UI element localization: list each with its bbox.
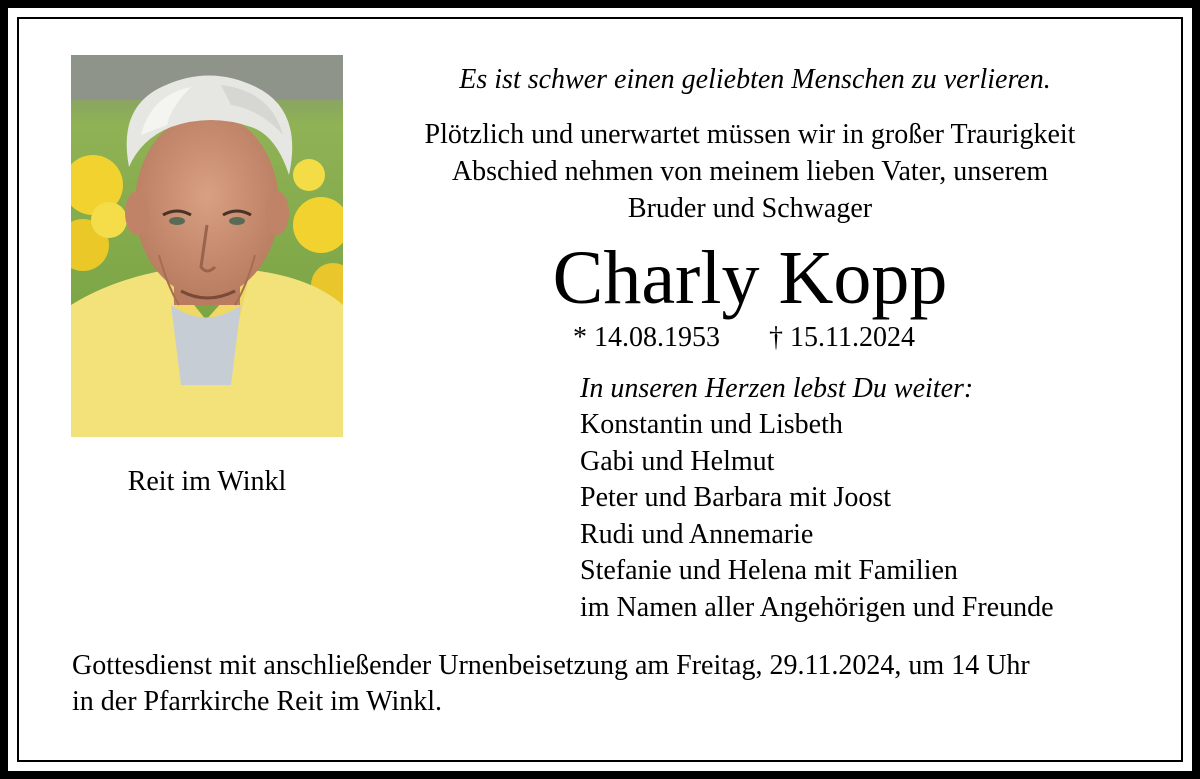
motto-line: Es ist schwer einen geliebten Menschen zu verlieren. (459, 64, 1051, 95)
mourner-line: Peter und Barbara mit Joost (580, 482, 892, 513)
death-date: † 15.11.2024 (769, 322, 915, 353)
mourner-line: Rudi und Annemarie (580, 518, 814, 550)
portrait-photo (71, 55, 343, 437)
mourners-list (580, 407, 1054, 626)
service-line: Gottesdienst mit anschließender Urnenbeisetzung am Freitag, 29.11.2024, um 14 Uhr (72, 650, 1030, 681)
funeral-service-info (72, 648, 1030, 720)
mourners-heading: In unseren Herzen lebst Du weiter: (580, 373, 974, 404)
announcement-line: Bruder und Schwager (627, 193, 873, 224)
birth-date: * 14.08.1953 (573, 322, 720, 353)
life-dates (573, 320, 915, 356)
mourner-line: im Namen aller Angehörigen und Freunde (580, 591, 1054, 623)
mourner-line: Stefanie und Helena mit Familien (580, 555, 958, 586)
mourner-line: Gabi und Helmut (580, 445, 775, 477)
mourner-line: Konstantin und Lisbeth (580, 409, 843, 440)
place-of-residence: Reit im Winkl (127, 466, 287, 497)
service-line: in der Pfarrkirche Reit im Winkl. (72, 686, 443, 717)
deceased-name: Charly Kopp (552, 236, 948, 320)
announcement-line: Abschied nehmen von meinem lieben Vater, unserem (451, 156, 1049, 187)
announcement-text (370, 116, 1130, 227)
announcement-line: Plötzlich und unerwartet müssen wir in großer Traurigkeit (424, 119, 1076, 150)
